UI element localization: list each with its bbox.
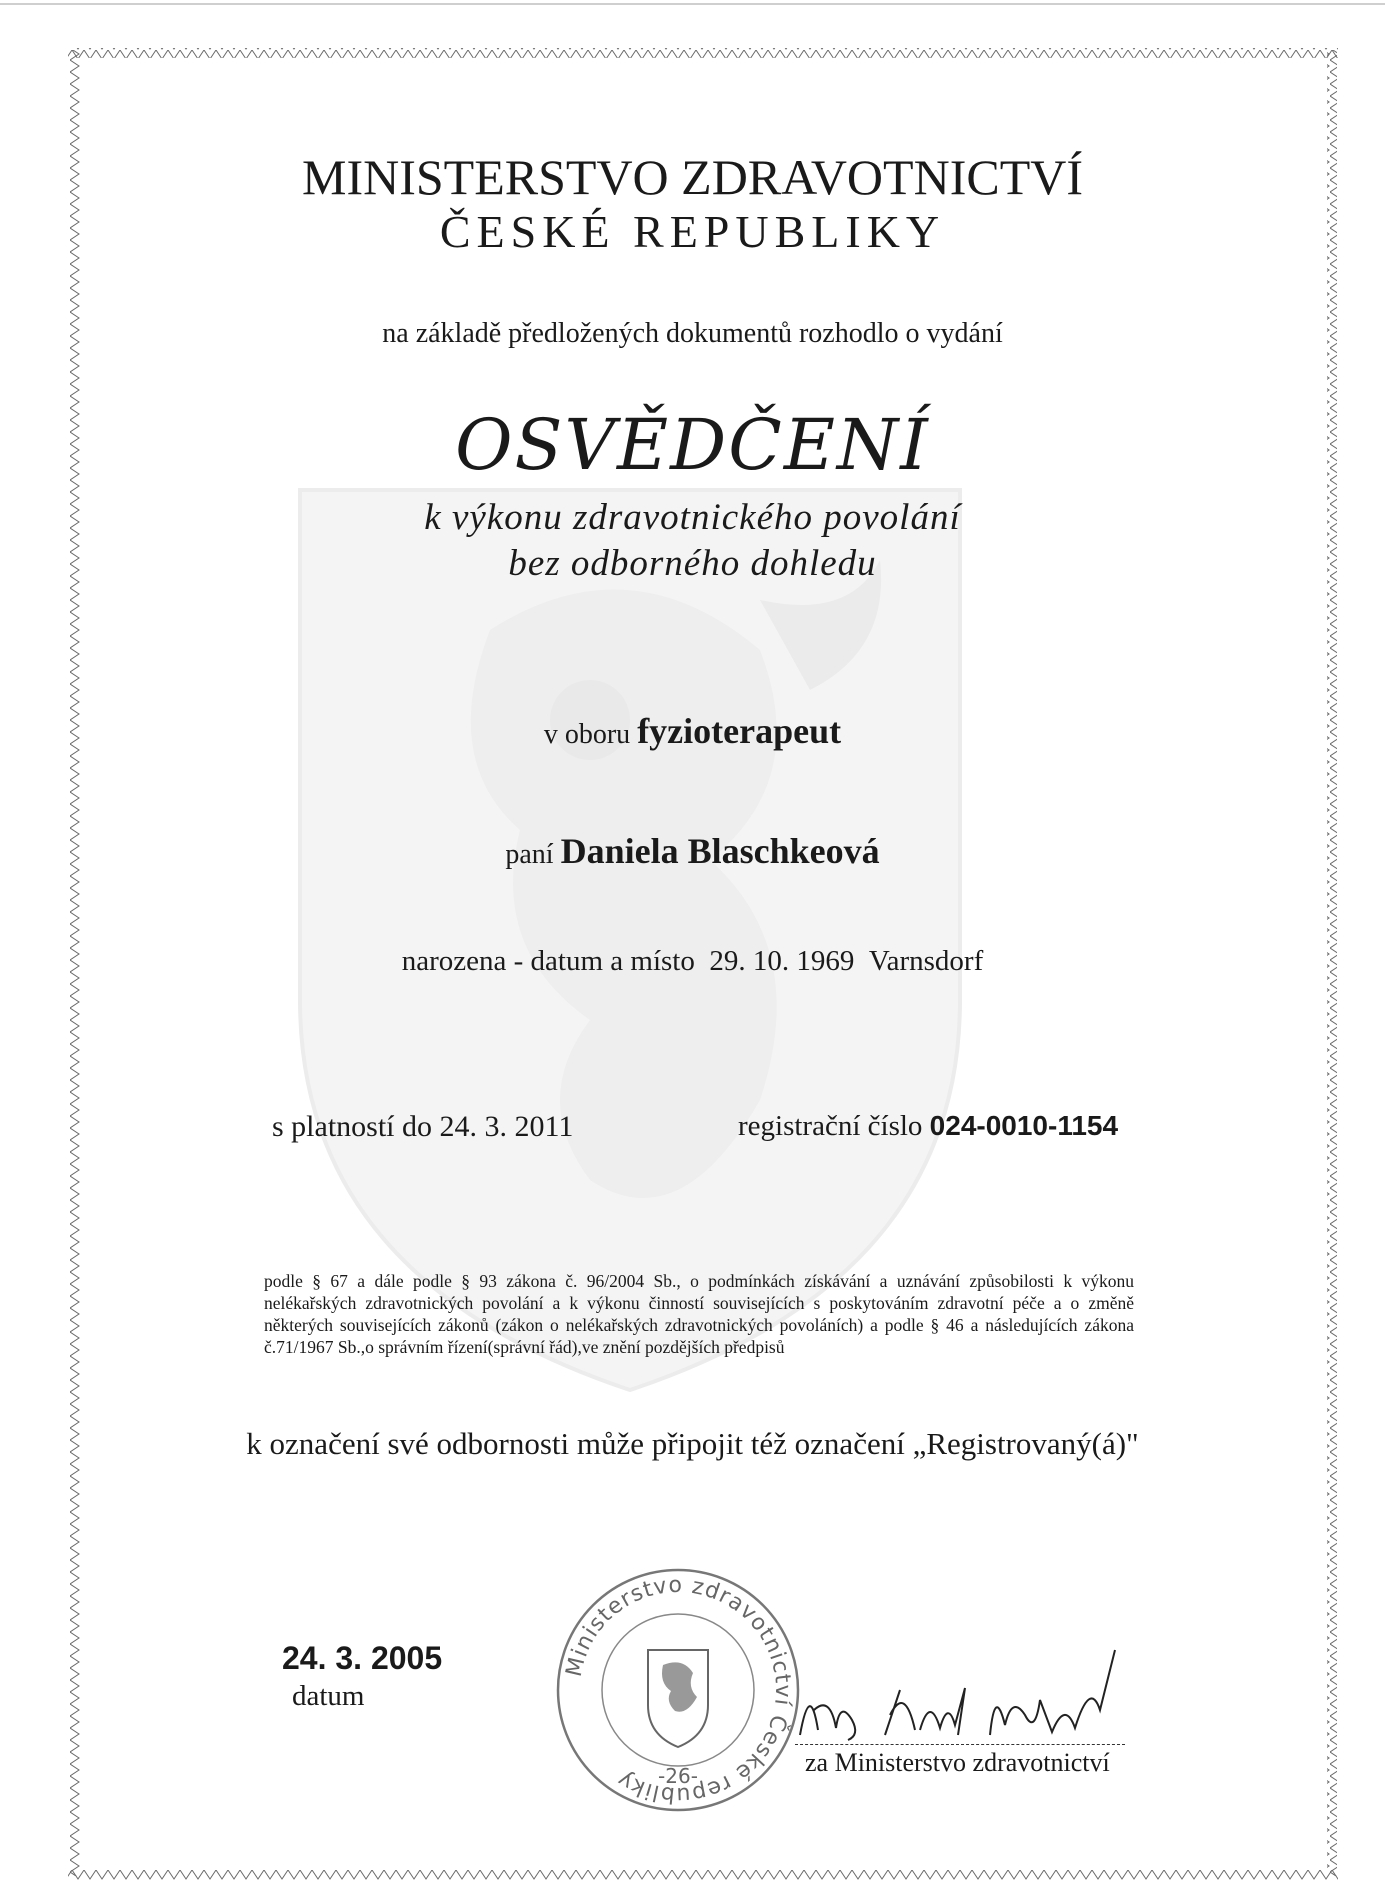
person-salutation: paní [505,839,554,870]
birth-date: 29. 10. 1969 [709,945,855,977]
validity-label: s platností do [272,1110,433,1143]
person-line [0,830,1385,872]
ministry-title: MINISTERSTVO ZDRAVOTNICTVÍ [301,149,1083,205]
issue-date-label: datum [292,1680,365,1712]
field-label: v oboru [543,719,631,750]
legal-basis-text: podle § 67 a dále podle § 93 zákona č. 96/2004 Sb., o podmínkách získávání a uznávání způsobilosti k výkonu nelékařských zdravotnických povolání a k výkonu činností souvisejících s poskytováním zdravotní péče a o změně některých souvisejících zákonů (zákon o nelékařských zdravotnických povoláních) a podle § 46 a následujících zákona č.71/1967 Sb.,o správním řízení(správní řád),ve znění pozdějších předpisů [264,1271,1134,1357]
field-line [0,710,1385,752]
registration-line [738,1110,1118,1143]
birth-label: narozena - datum a místo [401,945,695,977]
birth-line [0,945,1385,978]
signature [790,1640,1120,1750]
intro-text: na základě předložených dokumentů rozhodlo o vydání [382,318,1003,349]
svg-text:Ministerstvo zdravotnictví Čes: Ministerstvo zdravotnictví České republiky [561,1572,796,1808]
signature-label: za Ministerstvo zdravotnictví [805,1748,1110,1777]
registration-label: registrační číslo [738,1110,923,1142]
birth-place: Varnsdorf [868,945,984,977]
official-stamp [553,1565,803,1815]
person-name: Daniela Blaschkeová [560,831,880,871]
validity-date: 24. 3. 2011 [439,1110,574,1143]
registration-number: 024-0010-1154 [929,1110,1119,1141]
field-value: fyzioterapeut [637,711,842,751]
signature-line [795,1744,1125,1745]
certificate-subtitle-1: k výkonu zdravotnického povolání [424,497,961,538]
certificate-subtitle-2: bez odborného dohledu [508,543,877,584]
registered-notice: k označení své odbornosti může připojit též označení „Registrovaný(á)" [246,1426,1139,1461]
certificate-title: OSVĚDČENÍ [455,404,930,486]
svg-text:-26-: -26- [658,1764,698,1788]
republic-title: ČESKÉ REPUBLIKY [439,206,946,257]
issue-date: 24. 3. 2005 [282,1640,443,1676]
coat-of-arms-watermark [290,480,970,1400]
validity-line [272,1110,573,1144]
